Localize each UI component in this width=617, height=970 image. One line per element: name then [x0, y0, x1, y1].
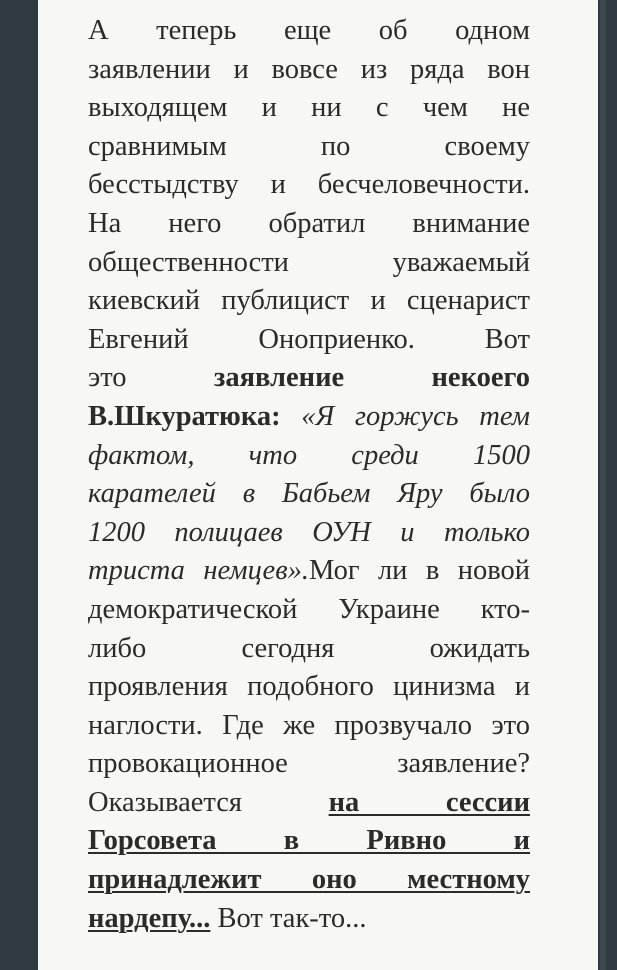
text-line	[88, 359, 530, 398]
text-segment: провокационное заявление?	[88, 748, 530, 780]
text-line	[88, 822, 530, 861]
text-line	[88, 591, 530, 630]
text-segment: А теперь еще об одном	[88, 15, 530, 46]
text-line	[88, 244, 530, 283]
bold-segment: В.Шкуратюка:	[88, 400, 302, 432]
left-background-strip	[0, 0, 38, 970]
text-segment: На него обратил внимание	[88, 207, 530, 239]
text-line	[88, 668, 530, 707]
text-segment: киевский публицист и сценарист	[88, 285, 530, 317]
right-background-strip	[598, 0, 617, 970]
text-segment: Евгений Оноприенко. Вот	[88, 323, 530, 355]
text-line	[88, 630, 530, 669]
bold-emphasis	[88, 903, 210, 934]
text-segment: бесстыдству и бесчеловечности.	[88, 169, 530, 201]
text-line	[88, 51, 530, 90]
text-segment: наглости. Где же прозвучало это	[88, 709, 530, 741]
italic-segment: фактом, что среди 1500	[88, 439, 530, 471]
text-segment: это	[88, 362, 214, 394]
text-line	[88, 321, 530, 360]
underlined-emphasis: нардепу...	[88, 902, 211, 934]
text-segment: Оказывается	[88, 786, 329, 818]
text-line	[88, 205, 530, 244]
text-segment: либо сегодня ожидать	[88, 632, 530, 664]
text-segment: Вот так-то...	[210, 902, 367, 934]
text-line	[88, 89, 530, 128]
text-line	[88, 282, 530, 321]
text-line	[88, 552, 530, 591]
underlined-emphasis: принадлежит оно местному	[88, 864, 530, 896]
italic-segment: 1200 полицаев ОУН и только	[88, 516, 530, 548]
text-segment: заявлении и вовсе из ряда вон	[88, 53, 530, 85]
text-line	[88, 475, 530, 514]
text-line	[88, 707, 530, 746]
text-line	[88, 128, 530, 167]
italic-segment: «Я горжусь тем	[301, 400, 530, 432]
underlined-emphasis: Горсовета в Ривно и	[88, 825, 530, 857]
scrollbar-track[interactable]	[600, 0, 606, 970]
text-segment: общественности уважаемый	[88, 246, 530, 278]
text-line	[88, 745, 530, 784]
text-line	[88, 437, 530, 476]
bold-emphasis	[88, 864, 530, 895]
document-page	[38, 0, 598, 970]
text-line	[88, 12, 530, 51]
text-segment: Мог ли в новой	[308, 555, 530, 587]
text-line	[88, 398, 530, 437]
article-text	[88, 12, 530, 938]
text-line	[88, 861, 530, 900]
bold-emphasis	[329, 787, 530, 818]
text-line	[88, 514, 530, 553]
text-segment: выходящем и ни с чем не	[88, 92, 530, 124]
text-line	[88, 784, 530, 823]
text-line	[88, 900, 530, 939]
italic-segment: карателей в Бабьем Яру было	[88, 478, 530, 510]
text-line	[88, 166, 530, 205]
text-segment: сравнимым по своему	[88, 130, 530, 162]
bold-segment: заявление некоего	[213, 362, 531, 394]
text-segment: проявления подобного цинизма и	[88, 671, 530, 703]
text-segment: демократической Украине кто-	[88, 593, 530, 625]
italic-segment: триста немцев».	[88, 555, 309, 587]
underlined-emphasis: на сессии	[328, 786, 530, 818]
bold-emphasis	[88, 825, 530, 856]
